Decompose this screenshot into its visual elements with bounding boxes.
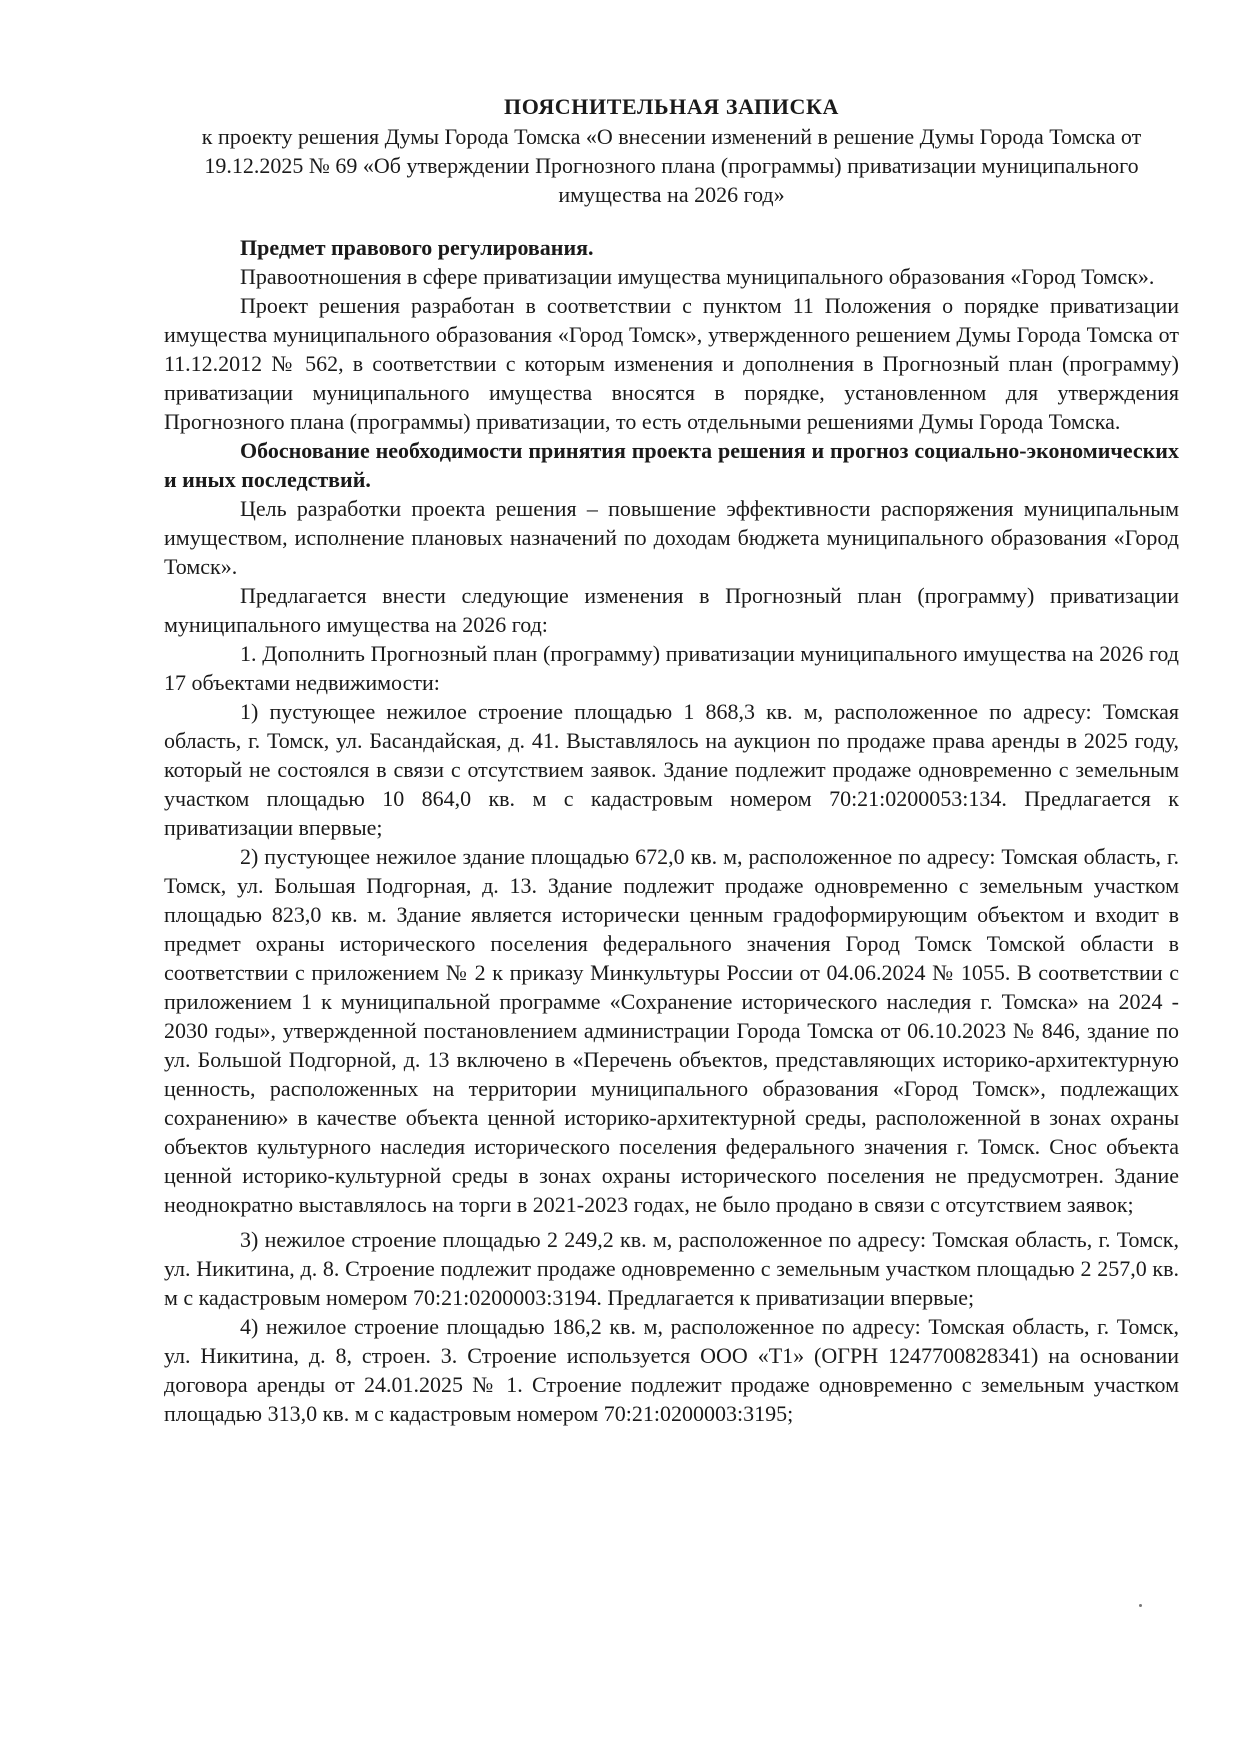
list-item-4: 4) нежилое строение площадью 186,2 кв. м, расположенное по адресу: Томская область, г. Томск, ул. Никитина, д. 8, строен. 3. Строение используется ООО «Т1» (ОГРН 1247700828341) на основании договора аренды от 24.01.2025 № 1. Строение подлежит продаже одновременно с земельным участком площадью 313,0 кв. м с кадастровым номером 70:21:0200003:3195; (164, 1314, 1179, 1426)
list-item-1: 1) пустующее нежилое строение площадью 1 868,3 кв. м, расположенное по адресу: Томская область, г. Томск, ул. Басандайская, д. 41. Выставлялось на аукцион по продаже права аренды в 2025 году, который не состоялся в связи с отсутствием заявок. Здание подлежит продаже одновременно с земельным участком площадью 10 864,0 кв. м с кадастровым номером 70:21:0200053:134. Предлагается к приватизации впервые; (164, 699, 1179, 840)
document-title: ПОЯСНИТЕЛЬНАЯ ЗАПИСКА (503, 94, 840, 119)
list-item-2: 2) пустующее нежилое здание площадью 672,0 кв. м, расположенное по адресу: Томская область, г. Томск, ул. Большая Подгорная, д. 13. Здание подлежит продаже одновременно с земельным участком площадью 823,0 кв. м. Здание является исторически ценным градоформирующим объектом и входит в предмет охраны исторического поселения федерального значения Город Томск Томской области в соответствии с приложением № 2 к приказу Минкультуры России от 04.06.2024 № 1055. В соответствии с приложением 1 к муниципальной программе «Сохранение исторического наследия г. Томска» на 2024 - 2030 годы», утвержденной постановлением администрации Города Томска от 06.10.2023 № 846, здание по ул. Большой Подгорной, д. 13 включено в «Перечень объектов, представляющих историко-архитектурную ценность, расположенных на территории муниципального образования «Город Томск», подлежащих сохранению» в качестве объекта ценной историко-архитектурной среды, расположенной в зонах охраны объектов культурного наследия исторического поселения федерального значения г. Томск. Снос объекта ценной историко-культурной среды в зонах охраны исторического поселения не предусмотрен. Здание неоднократно выставлялось на торги в 2021-2023 годах, не было продано в связи с отсутствием заявок; (164, 844, 1179, 1217)
scan-speck (1139, 1604, 1142, 1607)
subject-heading: Предмет правового регулирования. (240, 235, 594, 260)
list-item-main: 1. Дополнить Прогнозный план (программу) приватизации муниципального имущества на 2026 год 17 объектами недвижимости: (164, 641, 1179, 695)
document-subtitle: к проекту решения Думы Города Томска «О внесении изменений в решение Думы Города Томска от 19.12.2025 № 69 «Об утверждении Прогнозного плана (программы) приватизации муниципального имущества на 2026 год» (201, 124, 1142, 207)
list-item-3: 3) нежилое строение площадью 2 249,2 кв. м, расположенное по адресу: Томская область, г. Томск, ул. Никитина, д. 8. Строение подлежит продаже одновременно с земельным участком площадью 2 257,0 кв. м с кадастровым номером 70:21:0200003:3194. Предлагается к приватизации впервые; (164, 1227, 1179, 1310)
rationale-paragraph-2: Предлагается внести следующие изменения в Прогнозный план (программу) приватизации муниципального имущества на 2026 год: (164, 583, 1179, 637)
subject-paragraph-1: Правоотношения в сфере приватизации имущества муниципального образования «Город Томск». (240, 264, 1155, 289)
rationale-paragraph-1: Цель разработки проекта решения – повышение эффективности распоряжения муниципальным имуществом, исполнение плановых назначений по доходам бюджета муниципального образования «Город Томск». (164, 496, 1179, 579)
subject-paragraph-2: Проект решения разработан в соответствии с пунктом 11 Положения о порядке приватизации имущества муниципального образования «Город Томск», утвержденного решением Думы Города Томска от 11.12.2012 № 562, в соответствии с которым изменения и дополнения в Прогнозный план (программу) приватизации муниципального имущества вносятся в порядке, установленном для утверждения Прогнозного плана (программы) приватизации, то есть отдельными решениями Думы Города Томска. (164, 293, 1179, 434)
rationale-heading: Обоснование необходимости принятия проекта решения и прогноз социально-экономических и иных последствий. (164, 438, 1179, 492)
document-body (164, 92, 1179, 1428)
